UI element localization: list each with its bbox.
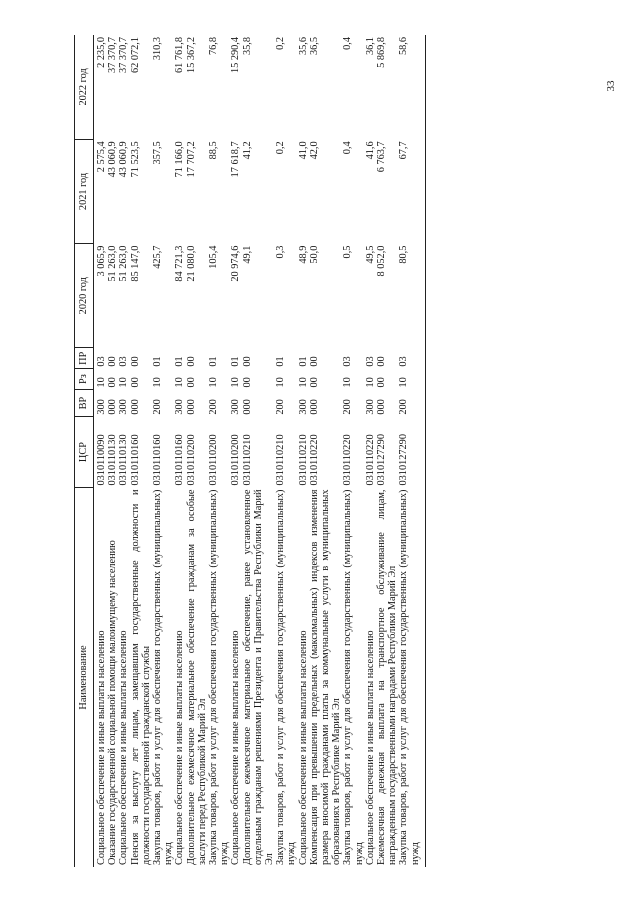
cell-y2021: 71 523,5 bbox=[129, 141, 141, 178]
cell-pr: 01 bbox=[152, 356, 164, 367]
cell-y2020: 51 263,0 bbox=[107, 245, 119, 282]
cell-rz: 10 bbox=[96, 377, 107, 388]
cell-y2022: 76,8 bbox=[208, 37, 220, 56]
cell-csr: 0310110160 bbox=[152, 434, 164, 486]
cell-pr: 01 bbox=[208, 356, 220, 367]
cell-pr: 00 bbox=[241, 356, 253, 367]
cell-y2021: 17 618,7 bbox=[230, 141, 242, 178]
cell-y2022: 35,6 bbox=[297, 37, 309, 56]
cell-y2022: 37 370,7 bbox=[107, 37, 119, 74]
cell-rz: 00 bbox=[376, 377, 388, 388]
table-row bbox=[398, 35, 425, 867]
cell-y2021: 6 763,7 bbox=[376, 141, 388, 173]
cell-name: Социальное обеспечение и иные выплаты населению bbox=[297, 630, 309, 865]
cell-pr: 00 bbox=[185, 356, 197, 367]
cell-vr: 200 bbox=[275, 399, 287, 415]
cell-vr: 300 bbox=[96, 399, 107, 415]
header-name: Наименование bbox=[75, 488, 94, 868]
cell-y2022: 36,5 bbox=[308, 37, 320, 56]
cell-rz: 00 bbox=[107, 377, 119, 388]
cell-name: Закупка товаров, работ и услуг для обеспечения государственных (муниципальных) нужд bbox=[152, 489, 175, 865]
cell-rz: 10 bbox=[230, 377, 242, 388]
cell-pr: 00 bbox=[107, 356, 119, 367]
cell-csr: 0310110160 bbox=[129, 434, 141, 486]
cell-rz: 00 bbox=[185, 377, 197, 388]
table-row bbox=[107, 35, 118, 867]
cell-y2022: 62 072,1 bbox=[129, 37, 141, 74]
cell-vr: 200 bbox=[342, 399, 354, 415]
cell-vr: 000 bbox=[241, 399, 253, 415]
cell-y2020: 21 080,0 bbox=[185, 245, 197, 282]
cell-y2020: 0,3 bbox=[275, 245, 287, 259]
cell-rz: 10 bbox=[297, 377, 309, 388]
cell-y2021: 2 575,4 bbox=[96, 141, 107, 173]
cell-y2021: 41,0 bbox=[297, 141, 309, 160]
cell-y2020: 48,9 bbox=[297, 245, 309, 264]
cell-rz: 10 bbox=[208, 377, 220, 388]
cell-y2020: 8 052,0 bbox=[376, 245, 388, 277]
cell-y2022: 61 761,8 bbox=[174, 37, 186, 74]
cell-pr: 01 bbox=[275, 356, 287, 367]
cell-name: Оказание государственной социальной помощи малоимущему населению bbox=[107, 540, 119, 865]
cell-csr: 0310110220 bbox=[364, 434, 376, 486]
cell-y2021: 42,0 bbox=[308, 141, 320, 160]
cell-csr: 0310110200 bbox=[208, 434, 220, 486]
cell-csr: 0310110200 bbox=[185, 434, 197, 486]
budget-table bbox=[74, 35, 426, 867]
cell-y2022: 15 367,2 bbox=[185, 37, 197, 74]
cell-pr: 03 bbox=[118, 356, 130, 367]
table-header-row bbox=[75, 35, 94, 867]
table-row bbox=[342, 35, 364, 867]
cell-y2021: 67,7 bbox=[398, 139, 425, 243]
cell-y2020: 85 147,0 bbox=[129, 245, 141, 282]
cell-pr: 00 bbox=[308, 356, 320, 367]
cell-csr: 0310110200 bbox=[230, 434, 242, 486]
cell-name: Дополнительное ежемесячное материальное обеспечение, ранее установленное отдельным гражданам решениями Президента и Правительства Республики Марий Эл bbox=[241, 489, 276, 865]
table-row bbox=[230, 35, 241, 867]
cell-vr: 200 bbox=[208, 399, 220, 415]
cell-pr: 03 bbox=[96, 356, 107, 367]
cell-vr: 200 bbox=[398, 390, 425, 417]
cell-vr: 300 bbox=[174, 399, 186, 415]
header-2021: 2021 год bbox=[75, 139, 94, 243]
cell-pr: 00 bbox=[376, 356, 388, 367]
cell-pr: 01 bbox=[297, 356, 309, 367]
cell-csr: 0310127290 bbox=[398, 417, 425, 488]
table-row bbox=[376, 35, 398, 867]
cell-csr: 0310127290 bbox=[376, 434, 388, 486]
table-row bbox=[118, 35, 129, 867]
cell-csr: 0310110210 bbox=[275, 434, 287, 486]
cell-csr: 0310110160 bbox=[174, 434, 186, 486]
cell-name: Пенсия за выслугу лет лицам, замещавшим государственные должности и должности государственной гражданской службы bbox=[129, 489, 152, 865]
table-row bbox=[298, 35, 309, 867]
cell-vr: 000 bbox=[107, 399, 119, 415]
cell-y2020: 105,4 bbox=[208, 245, 220, 269]
cell-name: Компенсация при превышении предельных (максимальных) индексов изменения размера вносимой гражданами платы за коммунальные услуги в муниципальных образованиях в Республике Марий Эл bbox=[308, 489, 343, 865]
cell-y2022: 0,4 bbox=[342, 37, 354, 50]
cell-csr: 0310110220 bbox=[342, 434, 354, 486]
cell-rz: 00 bbox=[241, 377, 253, 388]
header-2022: 2022 год bbox=[75, 35, 94, 139]
cell-vr: 300 bbox=[297, 399, 309, 415]
header-vr: ВР bbox=[75, 390, 94, 417]
cell-y2021: 41,2 bbox=[241, 141, 253, 160]
cell-rz: 00 bbox=[129, 377, 141, 388]
cell-y2021: 17 707,2 bbox=[185, 141, 197, 178]
cell-name: Закупка товаров, работ и услуг для обеспечения государственных (муниципальных) нужд bbox=[398, 488, 425, 868]
cell-pr: 01 bbox=[174, 356, 186, 367]
cell-y2021: 71 166,0 bbox=[174, 141, 186, 178]
cell-vr: 300 bbox=[118, 399, 130, 415]
cell-csr: 0310110210 bbox=[297, 434, 309, 486]
cell-name: Социальное обеспечение и иные выплаты населению bbox=[230, 630, 242, 865]
cell-y2022: 310,3 bbox=[152, 37, 164, 61]
cell-y2021: 357,5 bbox=[152, 141, 164, 165]
cell-rz: 10 bbox=[152, 377, 164, 388]
cell-rz: 10 bbox=[342, 377, 354, 388]
cell-y2020: 80,5 bbox=[398, 244, 425, 348]
cell-csr: 0310110210 bbox=[241, 434, 253, 486]
cell-rz: 10 bbox=[118, 377, 130, 388]
cell-vr: 000 bbox=[376, 399, 388, 415]
cell-csr: 0310110090 bbox=[96, 434, 107, 486]
cell-csr: 0310110220 bbox=[308, 434, 320, 486]
table-row bbox=[275, 35, 297, 867]
cell-name: Закупка товаров, работ и услуг для обеспечения государственных (муниципальных) нужд bbox=[208, 489, 231, 865]
cell-vr: 000 bbox=[185, 399, 197, 415]
table-row bbox=[365, 35, 376, 867]
cell-vr: 000 bbox=[129, 399, 141, 415]
cell-y2021: 0,2 bbox=[275, 141, 287, 155]
page-number: 33 bbox=[605, 80, 617, 92]
table-row bbox=[174, 35, 185, 867]
cell-y2022: 58,6 bbox=[398, 35, 425, 139]
table-row bbox=[152, 35, 174, 867]
cell-y2022: 36,1 bbox=[364, 37, 376, 56]
cell-y2021: 43 060,9 bbox=[107, 141, 119, 178]
table-body bbox=[94, 35, 426, 867]
cell-y2021: 41,6 bbox=[364, 141, 376, 160]
cell-y2021: 88,5 bbox=[208, 141, 220, 160]
cell-y2022: 5 869,8 bbox=[376, 37, 388, 68]
cell-rz: 00 bbox=[308, 377, 320, 388]
table-row bbox=[130, 35, 152, 867]
cell-y2020: 3 065,9 bbox=[96, 245, 107, 277]
cell-y2020: 84 721,3 bbox=[174, 245, 186, 282]
cell-name: Социальное обеспечение и иные выплаты населению bbox=[364, 630, 376, 865]
table-row bbox=[94, 35, 108, 867]
cell-name: Социальное обеспечение и иные выплаты населению bbox=[96, 630, 107, 865]
cell-y2021: 43 060,9 bbox=[118, 141, 130, 178]
cell-pr: 03 bbox=[398, 348, 425, 369]
cell-name: Дополнительное ежемесячное материальное обеспечение гражданам за особые заслуги перед Республикой Марий Эл bbox=[185, 489, 208, 865]
cell-y2020: 49,5 bbox=[364, 245, 376, 264]
cell-y2022: 37 370,7 bbox=[118, 37, 130, 74]
cell-rz: 10 bbox=[174, 377, 186, 388]
cell-rz: 10 bbox=[275, 377, 287, 388]
table-row bbox=[186, 35, 208, 867]
cell-vr: 200 bbox=[152, 399, 164, 415]
cell-y2021: 0,4 bbox=[342, 141, 354, 155]
cell-y2022: 2 235,0 bbox=[96, 37, 107, 68]
cell-vr: 000 bbox=[308, 399, 320, 415]
cell-rz: 10 bbox=[398, 369, 425, 390]
cell-y2022: 15 290,4 bbox=[230, 37, 242, 74]
cell-y2020: 20 974,6 bbox=[230, 245, 242, 282]
cell-y2022: 0,2 bbox=[275, 37, 287, 50]
table-row bbox=[242, 35, 276, 867]
cell-csr: 0310110130 bbox=[107, 434, 119, 486]
cell-pr: 00 bbox=[129, 356, 141, 367]
header-2020: 2020 год bbox=[75, 244, 94, 348]
cell-y2022: 35,8 bbox=[241, 37, 253, 56]
cell-pr: 03 bbox=[342, 356, 354, 367]
cell-pr: 03 bbox=[364, 356, 376, 367]
header-pr: ПР bbox=[75, 348, 94, 369]
table-row bbox=[208, 35, 230, 867]
header-rz: Рз bbox=[75, 369, 94, 390]
cell-rz: 10 bbox=[364, 377, 376, 388]
cell-pr: 01 bbox=[230, 356, 242, 367]
cell-y2020: 0,5 bbox=[342, 245, 354, 259]
cell-name: Закупка товаров, работ и услуг для обеспечения государственных (муниципальных) нужд bbox=[275, 489, 298, 865]
cell-y2020: 425,7 bbox=[152, 245, 164, 269]
header-csr: ЦСР bbox=[75, 417, 94, 488]
cell-csr: 0310110130 bbox=[118, 434, 130, 486]
cell-name: Закупка товаров, работ и услуг для обеспечения государственных (муниципальных) нужд bbox=[342, 489, 365, 865]
cell-name: Ежемесячная денежная выплата на транспортное обслуживание лицам, награжденным государственными наградами Республики Марий Эл bbox=[376, 489, 399, 865]
cell-y2020: 51 263,0 bbox=[118, 245, 130, 282]
cell-vr: 300 bbox=[230, 399, 242, 415]
cell-name: Социальное обеспечение и иные выплаты населению bbox=[118, 630, 130, 865]
table-row bbox=[309, 35, 343, 867]
cell-vr: 300 bbox=[364, 399, 376, 415]
cell-y2020: 50,0 bbox=[308, 245, 320, 264]
cell-name: Социальное обеспечение и иные выплаты населению bbox=[174, 630, 186, 865]
cell-y2020: 49,1 bbox=[241, 245, 253, 264]
